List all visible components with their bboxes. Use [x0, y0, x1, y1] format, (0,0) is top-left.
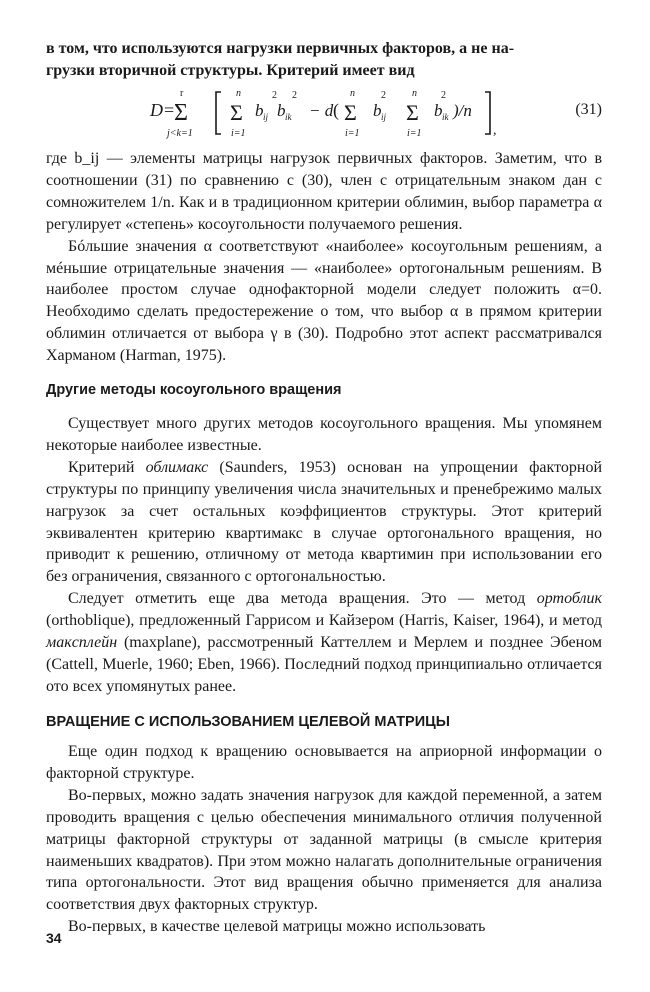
- term-b-ik-2-sub: ik: [442, 112, 449, 122]
- paren-open: (: [333, 100, 339, 120]
- paragraph-5-start: Следует отметить еще два метода вращения. Это — метод: [68, 590, 537, 608]
- paragraph-3: Существует много других методов косоугольного вращения. Мы упомянем некоторые наиболее известные.: [46, 415, 602, 454]
- paragraph-6: Еще один подход к вращению основывается на априорной информации о факторной структуре.: [46, 743, 602, 782]
- section-heading-other-methods: Другие методы косоугольного вращения: [46, 382, 342, 398]
- term-b-ik-exp: 2: [292, 90, 297, 101]
- sum-main-upper: r: [180, 88, 184, 99]
- term-b-ik-2: b: [434, 101, 443, 120]
- body-text-2: [46, 413, 602, 698]
- paragraph-4-rest: (Saunders, 1953) основан на упрощении факторной структуры по принципу увеличения числа значительных и пренебрежимо малых нагрузок за счет остальных коэффициентов структуры. Этот критерий эквивалентен критерию квартимакс в случае ортогонального вращения, но приводит к решению, отличному от метода квартимин при использовании его без ограничения, связанного с ортогональностью.: [46, 458, 603, 586]
- term-b-ik-2-exp: 2: [441, 90, 446, 101]
- equation-formula: [0, 84, 650, 144]
- term-oblimax: облимакс: [145, 458, 209, 476]
- sum-3-sign: Σ: [406, 100, 419, 125]
- sum-main-sign: Σ: [174, 100, 188, 126]
- sum-3-lower: i=1: [407, 128, 422, 139]
- sum-1-sign: Σ: [230, 100, 243, 125]
- sum-3-upper: n: [412, 88, 417, 99]
- term-b-ik: b: [277, 101, 286, 120]
- page-number: 34: [46, 930, 62, 946]
- right-bracket: [485, 92, 490, 134]
- minus-d: − d: [309, 101, 334, 120]
- paragraph-7: Во-первых, можно задать значения нагрузок для каждой переменной, а затем проводить вращения с целью обеспечения минимального отличия полученной матрицы факторной структуры от заданной матрицы (в смысле критерия наименьших квадратов). При этом можно налагать дополнительные ограничения типа ортогональности. Этот вид вращения обычно применяется для анализа соответствия двух факторных структур.: [46, 786, 602, 914]
- term-orthoblique: ортоблик: [536, 590, 602, 608]
- section-heading-target-matrix: ВРАЩЕНИЕ С ИСПОЛЬЗОВАНИЕМ ЦЕЛЕВОЙ МАТРИЦЫ: [46, 714, 450, 730]
- paragraph-4-start: Критерий: [68, 458, 146, 476]
- svg-text:,: ,: [493, 123, 497, 138]
- term-b-ij-sub: ij: [263, 112, 269, 122]
- paragraph-5-rest: (maxplane), рассмотренный Каттеллем и Мерлем и позднее Эбеном (Cattell, Muerle, 1960; Eben, 1966). Последний подход принципиально отличается ото всех упомянутых ранее.: [46, 634, 602, 695]
- term-b-ij: b: [255, 101, 264, 120]
- sum-main-lower: j<k=1: [167, 128, 193, 139]
- term-b-ij-2: b: [373, 101, 382, 120]
- intro-text: [46, 38, 602, 82]
- term-b-ik-sub: ik: [285, 112, 292, 122]
- paragraph-4: [46, 457, 602, 588]
- term-b-ij-exp: 2: [272, 90, 277, 101]
- left-bracket: [216, 92, 221, 134]
- equation-31: [0, 84, 650, 144]
- sum-1-upper: n: [236, 88, 241, 99]
- sum-1-lower: i=1: [231, 128, 246, 139]
- body-text-1: [46, 148, 602, 367]
- equation-equals: =: [164, 100, 175, 120]
- term-b-ij-2-sub: ij: [381, 112, 387, 122]
- term-b-ij-2-exp: 2: [381, 90, 386, 101]
- body-text-3: [46, 741, 602, 938]
- paragraph-1: где b_ij — элементы матрицы нагрузок первичных факторов. Заметим, что в соотношении (31) по сравнению с (30), член с отрицательным знаком дан с сомножителем 1/n. Как и в традиционном критерии облимин, выбор параметра α регулирует «степень» косоугольности получаемого решения.: [46, 150, 602, 233]
- paragraph-5-middle: (orthoblique), предложенный Гаррисом и Кайзером (Harris, Kaiser, 1964), и метод: [46, 612, 602, 630]
- equation-tail: )/n: [453, 101, 472, 120]
- paragraph-5: [46, 588, 602, 698]
- sum-2-upper: n: [350, 88, 355, 99]
- intro-line-1: в том, что используются нагрузки первичных факторов, а не на-: [46, 40, 515, 57]
- paragraph-2: Бóльшие значения α соответствуют «наиболее» косоугольным решениям, а мéньшие отрицательные значения — «наиболее» ортогональным решениям. В наиболее простом случае однофакторной модели следует положить α=0. Необходимо сделать предостережение о том, что выбор α в прямом критерии облимин отличается от выбора γ в (30). Подробно этот аспект рассматривался Харманом (Harman, 1975).: [46, 237, 602, 365]
- term-maxplane: макcплейн: [46, 634, 118, 652]
- intro-line-2: грузки вторичной структуры. Критерий имеет вид: [46, 61, 415, 79]
- sum-2-lower: i=1: [345, 128, 360, 139]
- paragraph-8: Во-первых, в качестве целевой матрицы можно использовать: [68, 918, 486, 936]
- equation-number: (31): [575, 101, 602, 118]
- sum-2-sign: Σ: [344, 100, 357, 125]
- equation-lhs: D: [150, 100, 163, 120]
